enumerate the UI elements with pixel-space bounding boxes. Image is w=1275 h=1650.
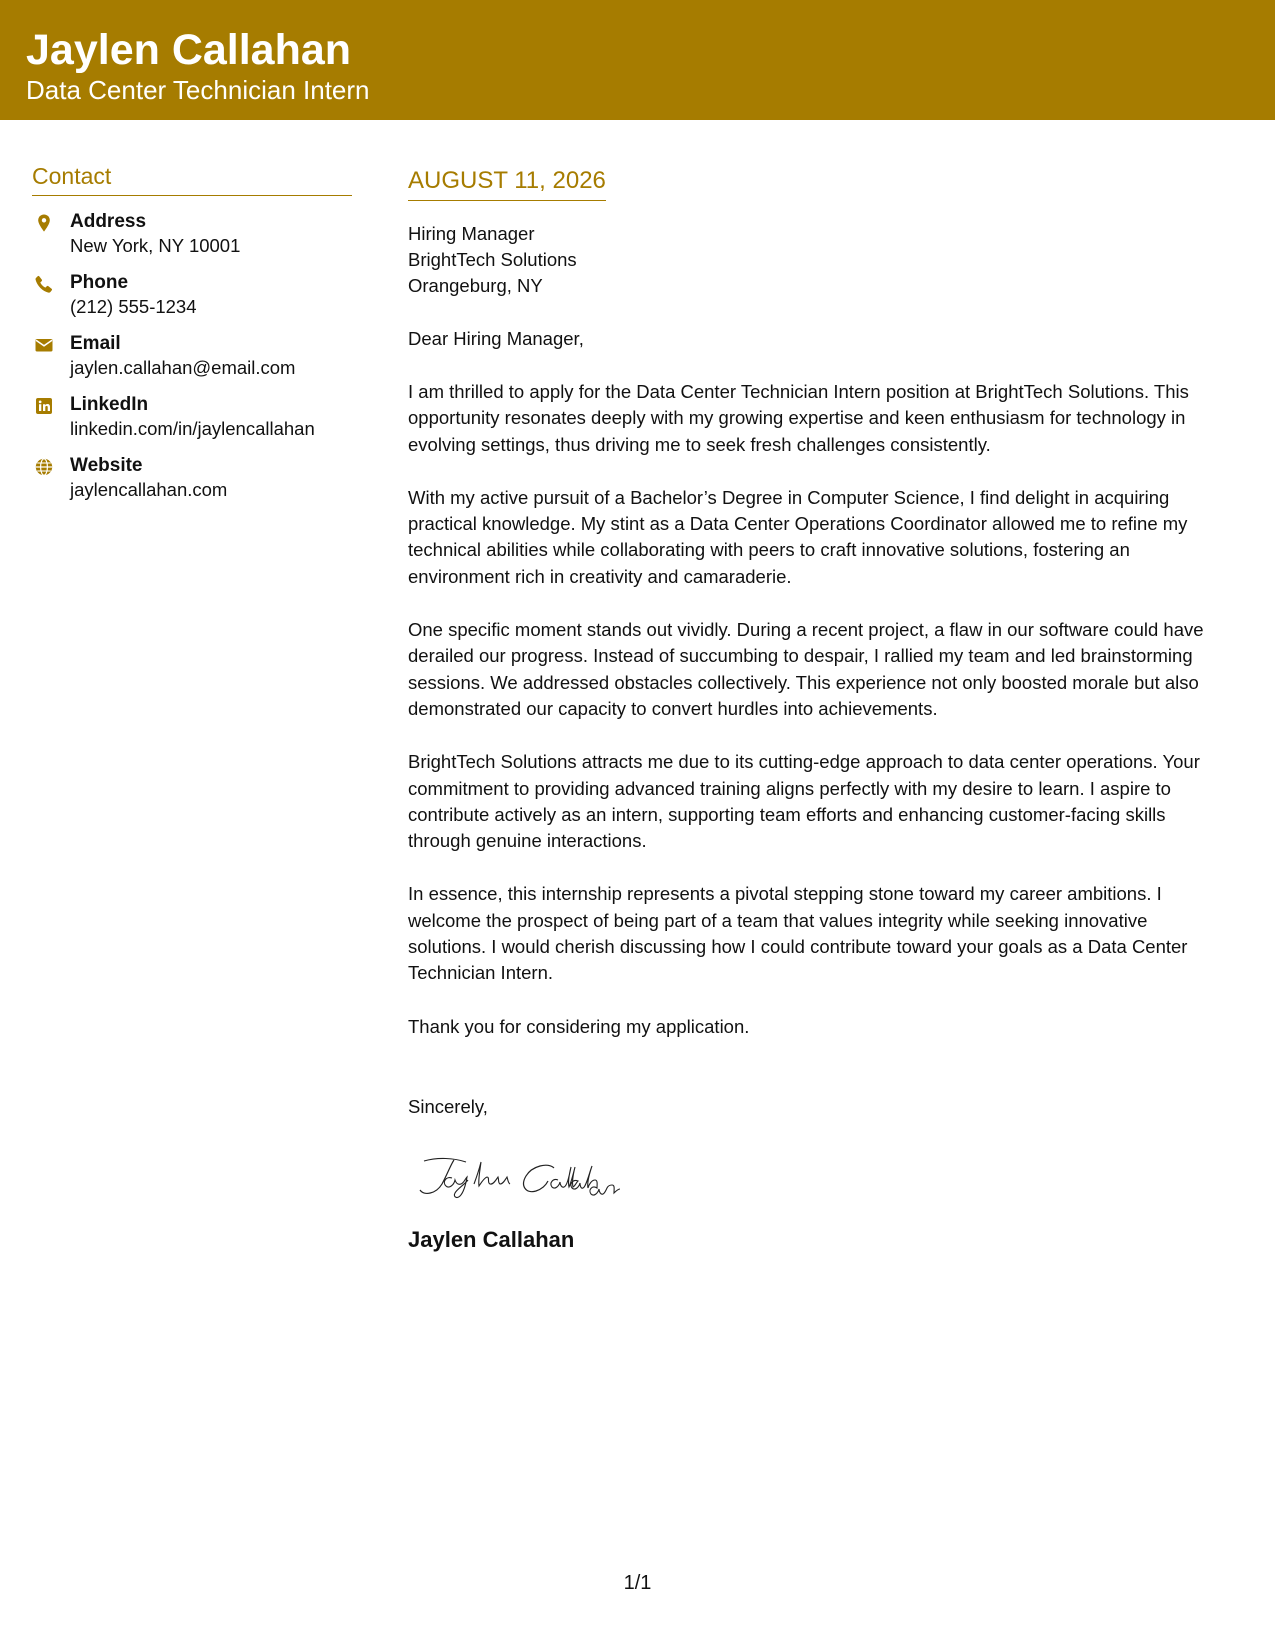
applicant-name: Jaylen Callahan	[26, 26, 352, 74]
map-pin-icon	[34, 213, 54, 233]
letter-paragraph: I am thrilled to apply for the Data Center Technician Intern position at BrightTech Solutions. This opportunity resonates deeply with my growing expertise and keen enthusiasm for technology in evolving settings, thus driving me to seek fresh challenges consistently.	[408, 381, 1189, 455]
contact-label: Address	[70, 211, 147, 232]
applicant-role: Data Center Technician Intern	[26, 75, 370, 105]
recipient-line: BrightTech Solutions	[408, 249, 577, 270]
phone-icon	[34, 274, 54, 294]
contact-address	[32, 210, 352, 258]
recipient-line: Hiring Manager	[408, 223, 535, 244]
letter-paragraph: In essence, this internship represents a pivotal stepping stone toward my career ambitions. I welcome the prospect of being part of a team that values integrity while seeking innovative solutions. I would cherish discussing how I could contribute toward your goals as a Data Center Technician Intern.	[408, 883, 1188, 984]
contact-label: Email	[70, 333, 121, 354]
closing: Sincerely,	[408, 1095, 488, 1117]
contact-phone	[32, 271, 352, 319]
letter-paragraph: With my active pursuit of a Bachelor’s Degree in Computer Science, I find delight in acquiring practical knowledge. My stint as a Data Center Operations Coordinator allowed me to refine my technical abilities while collaborating with peers to craft innovative solutions, fostering an environment rich in creativity and camaraderie.	[408, 486, 1188, 587]
linkedin-icon	[34, 396, 54, 416]
globe-icon	[34, 457, 54, 477]
contact-value: jaylencallahan.com	[70, 479, 228, 500]
contact-label: Phone	[70, 272, 129, 293]
signer-name: Jaylen Callahan	[408, 1226, 575, 1252]
letter-paragraph: One specific moment stands out vividly. During a recent project, a flaw in our software could have derailed our progress. Instead of succumbing to despair, I rallied my team and led brainstorming sessions. We addressed obstacles collectively. This experience not only boosted morale but also demonstrated our capacity to convert hurdles into achievements.	[408, 619, 1204, 719]
salutation: Dear Hiring Manager,	[408, 328, 584, 349]
letter-paragraph: Thank you for considering my application.	[408, 1015, 750, 1037]
page-number: 1/1	[623, 1572, 652, 1594]
contact-website	[32, 454, 352, 502]
contact-label: LinkedIn	[70, 394, 149, 415]
recipient-block	[408, 221, 1223, 299]
contact-heading: Contact	[32, 160, 352, 196]
contact-sidebar	[32, 160, 352, 515]
handwritten-signature	[412, 1146, 672, 1206]
contact-value: jaylen.callahan@email.com	[70, 357, 296, 378]
letter-date: AUGUST 11, 2026	[408, 166, 606, 201]
contact-value: linkedin.com/in/jaylencallahan	[70, 418, 315, 439]
letter-body	[408, 166, 1223, 1254]
contact-value: (212) 555-1234	[70, 296, 197, 317]
recipient-line: Orangeburg, NY	[408, 275, 543, 296]
contact-value: New York, NY 10001	[70, 235, 241, 256]
envelope-icon	[34, 335, 54, 355]
contact-email	[32, 332, 352, 380]
header-banner	[0, 0, 1275, 120]
contact-label: Website	[70, 455, 143, 476]
contact-linkedin	[32, 393, 352, 441]
letter-paragraph: BrightTech Solutions attracts me due to its cutting-edge approach to data center operations. Your commitment to providing advanced training aligns perfectly with my desire to learn. I aspire to contribute actively as an intern, supporting team efforts and enhancing customer-facing skills through genuine interactions.	[408, 751, 1200, 852]
